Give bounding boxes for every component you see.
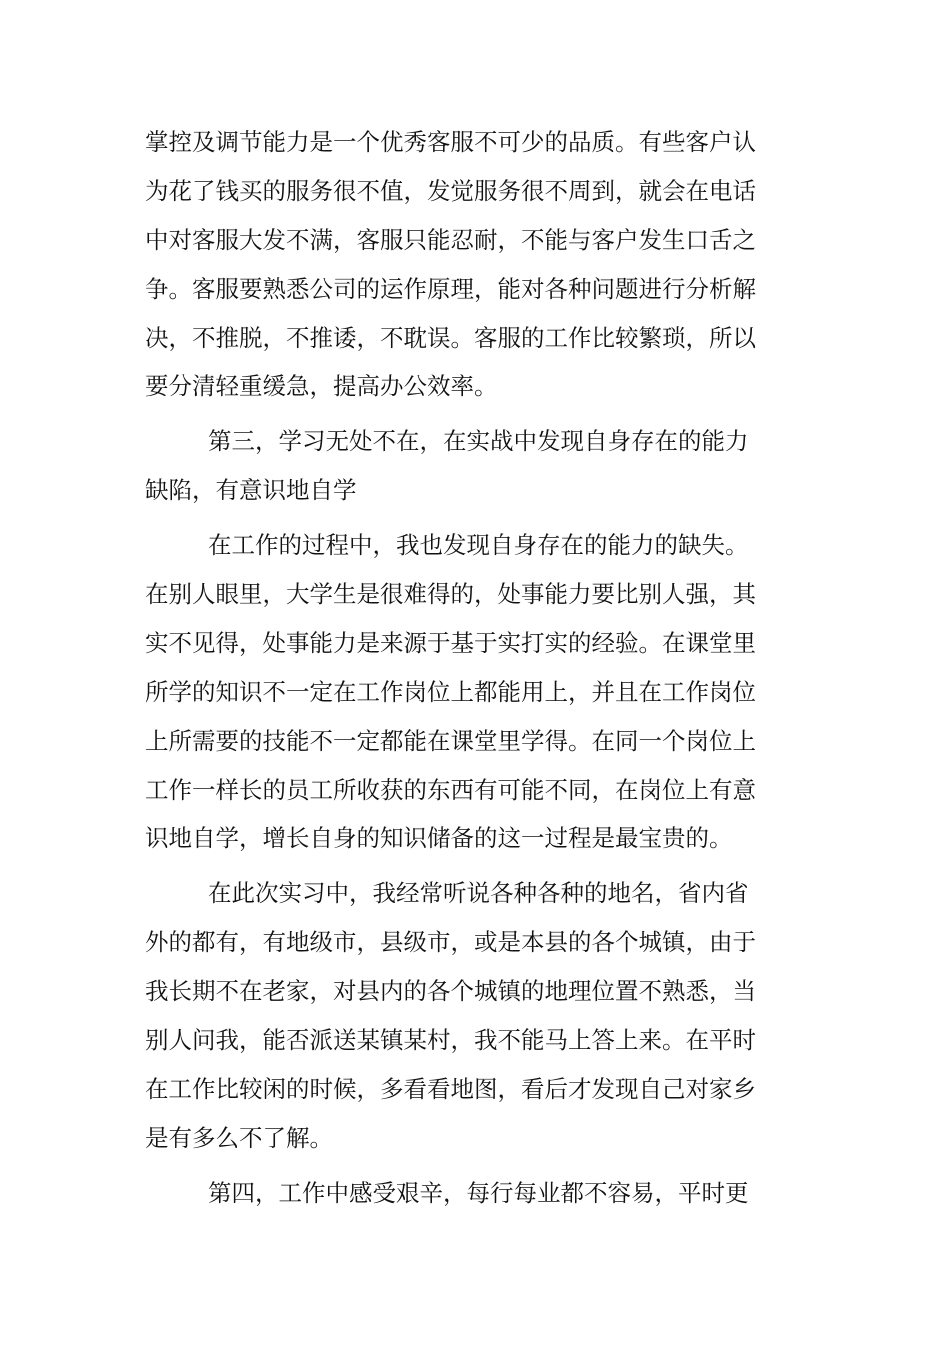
text-line: 中对客服大发不满，客服只能忍耐，不能与客户发生口舌之 <box>145 225 756 254</box>
text-line: 别人问我，能否派送某镇某村，我不能马上答上来。在平时 <box>145 1026 756 1055</box>
text-line: 实不见得，处事能力是来源于基于实打实的经验。在课堂里 <box>145 628 756 657</box>
text-line: 掌控及调节能力是一个优秀客服不可少的品质。有些客户认 <box>145 128 756 156</box>
text-line: 上所需要的技能不一定都能在课堂里学得。在同一个岗位上 <box>145 726 756 755</box>
paragraph-heading-third <box>145 417 749 515</box>
text-line: 在工作比较闲的时候，多看看地图，看后才发现自己对家乡 <box>145 1074 756 1103</box>
text-line: 决，不推脱，不推诿，不耽误。客服的工作比较繁琐，所以 <box>145 323 756 352</box>
text-line: 识地自学，增长自身的知识储备的这一过程是最宝贵的。 <box>145 824 733 853</box>
text-line: 要分清轻重缓急，提高办公效率。 <box>145 372 498 401</box>
text-line: 我长期不在老家，对县内的各个城镇的地理位置不熟悉，当 <box>145 977 756 1006</box>
text-line: 为花了钱买的服务很不值，发觉服务很不周到，就会在电话 <box>145 176 756 205</box>
text-line: 所学的知识不一定在工作岗位上都能用上，并且在工作岗位 <box>145 677 756 706</box>
text-line: 在此次实习中，我经常听说各种各种的地名，省内省 <box>208 879 749 908</box>
text-line: 外的都有，有地级市，县级市，或是本县的各个城镇，由于 <box>145 928 756 957</box>
paragraph-customer-service-qualities <box>145 118 756 411</box>
text-line: 在别人眼里，大学生是很难得的，处事能力要比别人强，其 <box>145 580 756 609</box>
text-line: 第四，工作中感受艰辛，每行每业都不容易，平时更 <box>208 1178 749 1207</box>
text-line: 第三，学习无处不在，在实战中发现自身存在的能力 <box>208 427 749 456</box>
text-line: 在工作的过程中，我也发现自身存在的能力的缺失。 <box>208 531 749 560</box>
paragraph-heading-fourth <box>145 1169 749 1218</box>
paragraph-place-names <box>145 869 756 1162</box>
text-line: 缺陷，有意识地自学 <box>145 476 357 505</box>
text-line: 是有多么不了解。 <box>145 1123 333 1152</box>
document-body <box>145 118 756 1218</box>
text-line: 争。客服要熟悉公司的运作原理，能对各种问题进行分析解 <box>145 274 756 303</box>
paragraph-skill-gap <box>145 521 756 863</box>
text-line: 工作一样长的员工所收获的东西有可能不同，在岗位上有意 <box>145 775 756 804</box>
